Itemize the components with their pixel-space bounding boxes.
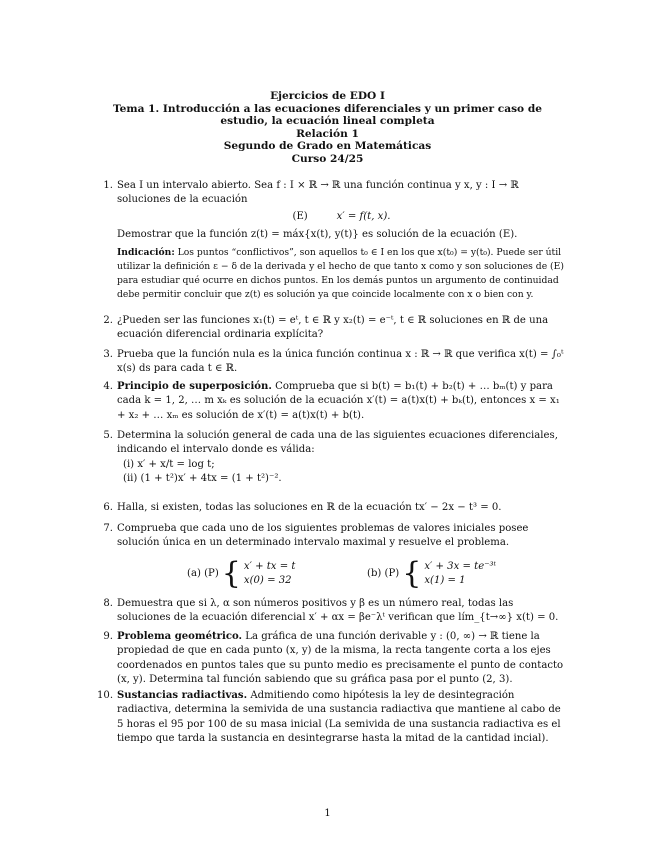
exercise-number: 7. bbox=[103, 523, 113, 534]
exercise-number: 3. bbox=[103, 349, 113, 360]
exercise-body: La gráfica de una función derivable y : (0, ∞) → ℝ tiene la propiedad de que en cada punto (x, y) de la misma, la recta tangente corta a los ejes coordenados en puntos tales que su punto medio es precisamente el punto de contacto (x, y). Determina tal función sabiendo que su gráfica pasa por el punto (2, 3). bbox=[117, 631, 564, 686]
system-a bbox=[187, 555, 296, 591]
exercise-title: Problema geométrico. bbox=[117, 631, 243, 642]
exercise-text: ¿Pueden ser las funciones x₁(t) = eᵗ, t ∈ ℝ y x₂(t) = e⁻ᵗ, t ∈ ℝ soluciones en ℝ de una ecuación diferencial ordinaria explícita? bbox=[117, 315, 549, 341]
equation-label: (E) bbox=[292, 210, 308, 222]
hint-label: Indicación: bbox=[117, 246, 175, 258]
exercise-3 bbox=[103, 348, 566, 377]
system-line-1: x′ + 3x = te⁻³ᵗ bbox=[424, 560, 497, 572]
header-relation: Relación 1 bbox=[296, 127, 359, 140]
header-degree: Segundo de Grado en Matemáticas bbox=[223, 140, 432, 153]
equation-body: x′ = f(t, x). bbox=[336, 210, 391, 222]
system-line-2: x(1) = 1 bbox=[424, 574, 466, 586]
exercise-text: Determina la solución general de cada una de las siguientes ecuaciones diferenciales, indicando el intervalo donde es válida: bbox=[117, 430, 558, 456]
hint bbox=[117, 246, 566, 303]
exercise-8 bbox=[103, 597, 566, 626]
exercise-9 bbox=[103, 630, 566, 688]
exercise-body: Comprueba que si b(t) = b₁(t) + b₂(t) + … bₘ(t) y para cada k = 1, 2, … m xₖ es solución de la ecuación x′(t) = a(t)x(t) + bₖ(t), entonces x = x₁ + x₂ + … xₘ es solución de x′(t) = a(t)x(t) + b(t). bbox=[117, 381, 560, 421]
exercise-text bbox=[117, 380, 566, 423]
exercise-7 bbox=[103, 522, 566, 603]
exercise-1 bbox=[103, 179, 566, 302]
exercise-title: Sustancias radiactivas. bbox=[117, 690, 248, 701]
sub-item-list bbox=[117, 458, 566, 487]
exercise-6 bbox=[103, 501, 566, 515]
left-brace-icon: { bbox=[221, 555, 241, 591]
sub-item-ii: (ii) (1 + t²)x′ + 4tx = (1 + t²)⁻². bbox=[123, 473, 282, 485]
exercise-text bbox=[117, 630, 566, 688]
document-header bbox=[95, 90, 560, 166]
exercise-text: Halla, si existen, todas las soluciones en ℝ de la ecuación tx′ − 2x − t³ = 0. bbox=[117, 502, 502, 513]
exercise-4 bbox=[103, 380, 566, 423]
exercise-2 bbox=[103, 314, 566, 343]
exercise-text: Comprueba que cada uno de los siguientes problemas de valores iniciales posee solución única en un determinado intervalo maximal y resuelve el problema. bbox=[117, 523, 529, 549]
exercise-body: Admitiendo como hipótesis la ley de desintegración radiactiva, determina la semivida de una sustancia radiactiva que mantiene al cabo de 5 horas el 95 por 100 de su masa inicial (La semivida de una sustancia radiactiva es el tiempo que tarda la sustancia en desintegrarse hasta la mitad de la cantidad incial). bbox=[117, 690, 561, 745]
system-label: (b) (P) bbox=[367, 567, 400, 579]
exercise-text bbox=[117, 689, 566, 747]
header-title: Ejercicios de EDO I bbox=[270, 90, 385, 102]
hint-text: Los puntos “conflictivos”, son aquellos t₀ ∈ I en los que x(t₀) = y(t₀). Puede ser útil utilizar la definición ε − δ de la derivada y el hecho de que tanto x como y son soluciones de (E) para estudiar qué ocurre en dichos puntos. En los demás puntos un argumento de continuidad debe permitir concluir que z(t) es solución ya que coincide localmente con x o bien con y. bbox=[117, 246, 564, 301]
exercise-text: Sea I un intervalo abierto. Sea f : I × ℝ → ℝ una función continua y x, y : I → ℝ soluciones de la ecuación bbox=[117, 180, 519, 206]
exercise-text: Demuestra que si λ, α son números positivos y β es un número real, todas las soluciones de la ecuación diferencial x′ + αx = βe⁻λᵗ verifican que lím_{t→∞} x(t) = 0. bbox=[117, 598, 559, 624]
exercise-5 bbox=[103, 429, 566, 487]
exercise-number: 10. bbox=[97, 690, 114, 701]
header-course: Curso 24/25 bbox=[291, 152, 364, 165]
exercise-number: 9. bbox=[103, 631, 113, 642]
exercise-number: 1. bbox=[103, 180, 113, 191]
exercise-number: 2. bbox=[103, 315, 113, 326]
exercise-text: Prueba que la función nula es la única función continua x : ℝ → ℝ que verifica x(t) = ∫₀ᵗ x(s) ds para cada t ∈ ℝ. bbox=[117, 349, 564, 375]
exercise-number: 8. bbox=[103, 598, 113, 609]
equation-E bbox=[117, 210, 566, 224]
system-line-2: x(0) = 32 bbox=[243, 574, 292, 586]
page-number: 1 bbox=[324, 808, 331, 819]
exercise-text-2: Demostrar que la función z(t) = máx{x(t), y(t)} es solución de la ecuación (E). bbox=[117, 229, 518, 241]
sub-item-i: (i) x′ + x/t = log t; bbox=[123, 458, 215, 470]
system-label: (a) (P) bbox=[187, 567, 219, 579]
left-brace-icon: { bbox=[402, 555, 422, 591]
exercise-number: 5. bbox=[103, 430, 113, 441]
exercise-title: Principio de superposición. bbox=[117, 381, 272, 392]
exercise-number: 6. bbox=[103, 502, 113, 513]
header-topic: Tema 1. Introducción a las ecuaciones diferenciales y un primer caso de estudio, la ecuación lineal completa bbox=[113, 102, 542, 128]
exercise-10 bbox=[97, 689, 566, 747]
exercise-number: 4. bbox=[103, 381, 113, 392]
system-b bbox=[367, 555, 497, 591]
system-line-1: x′ + tx = t bbox=[243, 560, 296, 572]
